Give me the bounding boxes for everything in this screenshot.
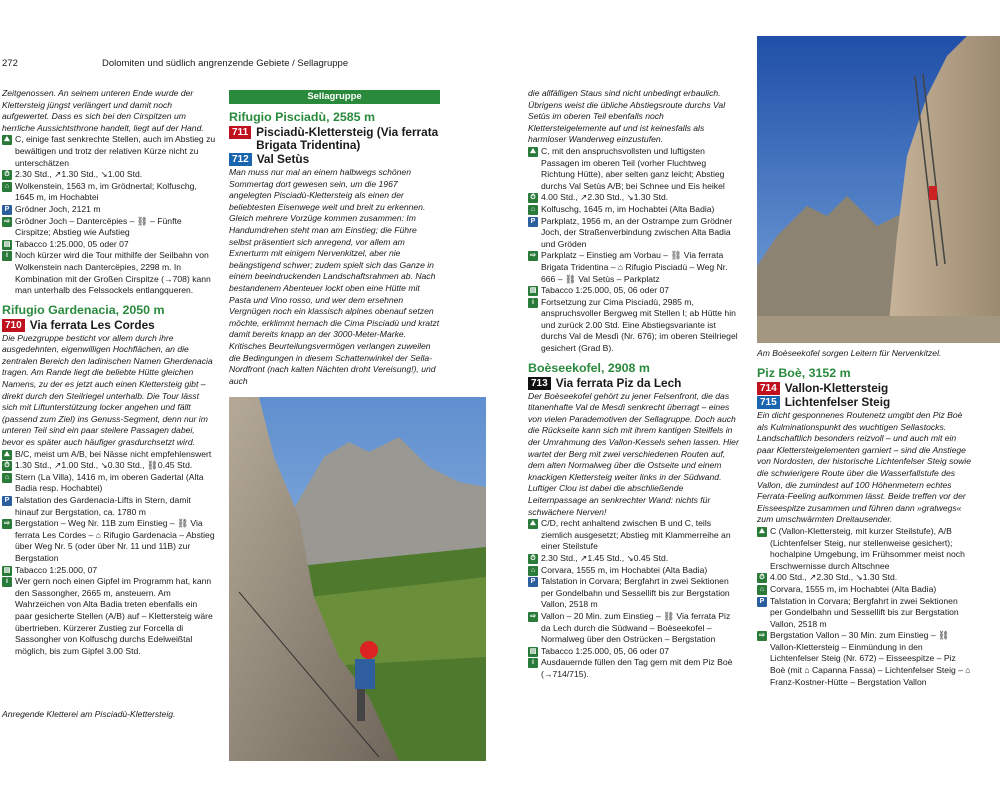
house-icon: ⌂	[528, 566, 538, 576]
route-711	[229, 126, 440, 152]
info-list	[2, 449, 216, 658]
clock-icon: ⏱	[528, 554, 538, 564]
arrow-icon: ⇨	[757, 631, 767, 641]
section-title: Boèseekofel, 2908 m	[528, 360, 650, 375]
route-title: Lichtenfelser Steig	[784, 395, 891, 409]
info-parking: P Talstation des Gardenacia-Lifts in Stern, damit hinauf zur Bergstation, ca. 1780 m	[2, 495, 216, 518]
route-number: 715	[757, 396, 780, 409]
arrow-icon: ⇨	[528, 251, 538, 261]
running-title: Dolomiten und südlich angrenzende Gebiete / Sellagruppe	[102, 58, 349, 69]
route-number: 712	[229, 153, 252, 166]
parking-icon: P	[2, 205, 12, 215]
info-difficulty: ⛰ C, einige fast senkrechte Stellen, auch im Abstieg zu bewältigen und trotz der relativen Kürze nicht zu unterschätzen	[2, 134, 216, 169]
photo-caption: Am Boèseekofel sorgen Leitern für Nervenkitzel.	[757, 348, 942, 358]
info-icon: i	[528, 658, 538, 668]
section-title: Piz Boè, 3152 m	[757, 366, 851, 380]
arrow-icon: ⇨	[2, 519, 12, 529]
info-route: ⇨ Grödner Joch – Dantercëpies – ⛓ – Fünfte Cirspitze; Abstieg wie Aufstieg	[2, 216, 216, 239]
route-title: Via ferrata Piz da Lech	[555, 375, 682, 390]
info-route: ⇨ Bergstation Vallon – 30 Min. zum Einstieg – ⛓ Vallon-Klettersteig – Einmündung in den Lichtenfelser Steig (Nr. 672) – Eisseespitze – Piz Boè (mit ⌂ Capanna Fassa) – Lichtenfelser Steig – ⌂ Franz-Kostner-Hütte – Bergstation Vallon	[757, 630, 971, 688]
info-tip: i Ausdauernde füllen den Tag gern mit dem Piz Boè (→714/715).	[528, 657, 742, 680]
ladder-photo	[757, 36, 1000, 343]
clock-icon: ⏱	[2, 461, 12, 471]
parking-icon: P	[757, 597, 767, 607]
section-description: Ein dicht gesponnenes Routenetz umgibt den Piz Boè als Kulminationspunkt des wuchtigen Sellastocks. Landschaftlich besonders reizvoll – und auch mit ein paar Klettersteigelementen garniert – sind die Anstiege von Nordosten, der historische Lichtenfelser Steig sowie die schwierigere Route über die Wasserfallstufe des Vallon, die zumindest auf 100 Höhenmetern echtes Ferrata-Feeling aufkommen lässt. Beide treffen vor der Eisseespitze zusammen und führen dann »gratwegs« zum umschwärmten Dreitausender.	[757, 410, 972, 525]
section-title: Rifugio Gardenacia, 2050 m	[2, 302, 165, 317]
clock-icon: ⏱	[2, 170, 12, 180]
house-icon: ⌂	[757, 585, 767, 595]
arrow-icon: ⇨	[528, 612, 538, 622]
map-icon: ▤	[529, 647, 537, 655]
route-number: 713	[528, 377, 551, 390]
clock-icon: ⏱	[528, 193, 538, 203]
chapter-banner: Sellagruppe	[229, 90, 440, 104]
info-parking: P Grödner Joch, 2121 m	[2, 204, 216, 216]
page-number: 272	[2, 58, 18, 69]
section-description: Man muss nur mal an einem halbwegs schönen Sommertag dort gewesen sein, um die 1967 angelegten Pisciadù-Klettersteig als einen der beliebtesten Eisenwege weit und breit zu erkennen. Gleich mehrere Vorzüge kommen zusammen: Im Handumdrehen steht man am Einstieg; die Führe selbst präsentiert sich anregend, vor allem am Exnerturm mit einigem Nervenkitzel, aber nie beängstigend schwer; zudem spielt sich das Ganze in einem beeindruckenden Landschaftsrahmen ab. Nach bestandenem Abenteuer lockt oben eine Hütte mit Pasta und Vino rosso, und wer dem ersehnen Vergnügen noch ein klassisch alpines obenauf setzen möchte, erklimmt hernach die Cima Pisciadù und kratzt damit bereits knapp an der 3000-Meter-Marke. Kritisches Beurteilungsvermögen verlangen zuweilen die Bedingungen in diesem Schattenwinkel der Sella-Nordfront (nach kalten Nächten droht Vereisung!), und auch	[229, 167, 440, 386]
column-4	[757, 366, 971, 688]
info-difficulty: ⛰ C (Vallon-Klettersteig, mit kurzer Steilstufe), A/B (Lichtenfelser Steig, nur stellenweise gesichert); hochalpine Umgebung, im Frühsommer meist noch Erschwernisse durch Altschnee	[757, 526, 971, 572]
info-difficulty: ⛰ B/C, meist um A/B, bei Nässe nicht empfehlenswert	[2, 449, 216, 461]
info-map: ▤ Tabacco 1:25.000, 05, 06 oder 07	[529, 645, 670, 656]
info-time: ⏱ 4.00 Std., ↗2.30 Std., ↘1.30 Std.	[757, 572, 971, 584]
info-start: ⌂ Wolkenstein, 1563 m, im Grödnertal; Kolfuschg, 1645 m, im Hochabtei	[2, 181, 216, 204]
house-icon: ⌂	[528, 205, 538, 215]
route-712	[229, 153, 440, 166]
info-parking: P Talstation in Corvara; Bergfahrt in zwei Sektionen per Gondelbahn und Sessellift bis zur Bergstation Vallon, 2518 m	[528, 576, 742, 611]
route-number: 714	[757, 382, 780, 395]
map-icon: ▤	[3, 240, 11, 248]
info-parking: P Parkplatz, 1956 m, an der Ostrampe zum Grödner Joch, der Straßenverbindung zwischen Alta Badia und Gröden	[528, 216, 742, 251]
info-list	[2, 134, 216, 296]
info-list	[757, 526, 971, 688]
clock-icon: ⏱	[757, 573, 767, 583]
route-number: 710	[2, 319, 25, 332]
info-start: ⌂ Corvara, 1555 m, im Hochabtei (Alta Badia)	[528, 565, 742, 577]
info-difficulty: ⛰ C/D, recht anhaltend zwischen B und C, teils ziemlich ausgesetzt; Abstieg mit Klammerreihe an einer Steilstufe	[528, 518, 742, 553]
route-710	[2, 319, 216, 332]
route-715	[757, 396, 971, 409]
route-title: Vallon-Klettersteig	[784, 381, 889, 395]
info-icon: i	[2, 577, 12, 587]
info-icon: i	[528, 298, 538, 308]
intro-text: Zeitgenossen. An seinem unteren Ende wurde der Klettersteig jüngst verlängert und damit noch aufgewertet. Dass es sich bei den Cirspitzen um herrliche Aussichtsthrone handelt, liegt auf der Hand.	[2, 88, 204, 133]
parking-icon: P	[528, 577, 538, 587]
info-difficulty: ⛰ C, mit den anspruchsvollsten und luftigsten Passagen im oberen Teil (vorher Fluchtweg Richtung Hütte), aber selten ganz leicht; Abstieg durchs Val Setùs A/B; bei Schnee und Eis heikel	[528, 146, 742, 192]
house-icon: ⌂	[2, 182, 12, 192]
info-tip: i Wer gern noch einen Gipfel im Programm hat, kann den Sassongher, 2665 m, ansteuern. Am Wahrzeichen von Alta Badia treten ebenfalls ein paar gesicherte Stellen (A/B) auf – Klettersteig wäre übertrieben. Kürzerer Zustieg zur Forcella di Sassongher von Kolfuschg durchs Edelweißtal möglich, bis zum Gipfel 3.00 Std.	[2, 576, 216, 657]
route-title: Val Setùs	[256, 152, 310, 166]
parking-icon: P	[2, 496, 12, 506]
info-time: ⏱ 2.30 Std., ↗1.30 Std., ↘1.00 Std.	[2, 169, 216, 181]
parking-icon: P	[528, 217, 538, 227]
difficulty-icon: ⛰	[2, 135, 12, 145]
climbing-photo	[229, 397, 486, 761]
difficulty-icon: ⛰	[528, 519, 538, 529]
info-route: ⇨ Bergstation – Weg Nr. 11B zum Einstieg – ⛓ Via ferrata Les Cordes – ⌂ Rifugio Gardenacia – Abstieg über Weg Nr. 5 (oder über Nr. 11 und 11B) zur Bergstation	[2, 518, 216, 564]
info-start: ⌂ Kolfuschg, 1645 m, im Hochabtei (Alta Badia)	[528, 204, 742, 216]
info-route: ⇨ Parkplatz – Einstieg am Vorbau – ⛓ Via ferrata Brigata Tridentina – ⌂ Rifugio Pisciadù – Weg Nr. 666 – ⛓ Val Setùs – Parkplatz	[528, 250, 742, 285]
column-1	[2, 88, 216, 657]
info-parking: P Talstation in Corvara; Bergfahrt in zwei Sektionen per Gondelbahn und Sessellift bis zur Bergstation Vallon, 2518 m	[757, 596, 971, 631]
info-start: ⌂ Corvara, 1555 m, im Hochabtei (Alta Badia)	[757, 584, 971, 596]
info-list	[528, 146, 742, 355]
column-2	[229, 90, 440, 387]
route-713	[528, 377, 742, 390]
photo-caption: Anregende Kletterei am Pisciadù-Klettersteig.	[2, 709, 176, 719]
info-time: ⏱ 2.30 Std., ↗1.45 Std., ↘0.45 Std.	[528, 553, 742, 565]
route-title: Via ferrata Les Cordes	[29, 317, 155, 332]
difficulty-icon: ⛰	[528, 147, 538, 157]
info-route: ⇨ Vallon – 20 Min. zum Einstieg – ⛓ Via ferrata Piz da Lech durch die Südwand – Boèseekofel – Normalweg über den Ostrücken – Bergstation	[528, 611, 742, 646]
info-tip: i Noch kürzer wird die Tour mithilfe der Seilbahn von Wolkenstein nach Dantercëpies, 2298 m. In Kombination mit der Großen Cirspitze (→708) kann man unterhalb des Felssockels entlangqueren.	[2, 250, 216, 296]
info-time: ⏱ 1.30 Std., ↗1.00 Std., ↘0.30 Std., ⛓0.45 Std.	[2, 460, 216, 472]
info-tip: i Fortsetzung zur Cima Pisciadù, 2985 m, anspruchsvoller Bergweg mit Stellen I; ab Hütte hin und zurück 2.00 Std. Eine Abstiegsvariante ist durchs Val de Mesdì (Nr. 676); im oberen Steilriegel gesichert (Grad B).	[528, 297, 742, 355]
map-icon: ▤	[3, 566, 11, 574]
difficulty-icon: ⛰	[2, 450, 12, 460]
section-description: Die Puezgruppe besticht vor allem durch ihre ausgedehnten, eigenwilligen Hochflächen, an die zentralen Bereich den ladinischen Namen Gherdenacia tragen. Am Rande liegt die beliebte Hütte gleichen Namens, zu der es jetzt auch einen Klettersteig gibt – direkt durch den Steilriegel unterhalb. Die Tour lässt sich mit Liftunterstützung locker angehen und fällt (passend zum Ziel) ins Genuss-Segment, denn nur im unteren Teil sind ein paar steilere Passagen dabei, bevor es später auch häufiger grasdurchsetzt wird.	[2, 332, 213, 448]
difficulty-icon: ⛰	[757, 527, 767, 537]
route-title: Pisciadù-Klettersteig (Via ferrata Brigata Tridentina)	[256, 125, 439, 152]
info-start: ⌂ Stern (La Villa), 1416 m, im oberen Gadertal (Alta Badia resp. Hochabtei)	[2, 472, 216, 495]
info-time: ⏱ 4.00 Std., ↗2.30 Std., ↘1.30 Std.	[528, 192, 742, 204]
info-map: ▤ Tabacco 1:25.000, 07	[3, 564, 98, 575]
route-714	[757, 382, 971, 395]
house-icon: ⌂	[2, 473, 12, 483]
intro-text: die allfälligen Staus sind nicht unbedingt erbaulich. Übrigens weist die übliche Abstiegsroute durchs Val Setùs im oberen Teil ebenfalls noch Klettersteigelemente auf und ist keinesfalls als harmloser Wanderweg einzustufen.	[528, 88, 726, 145]
map-icon: ▤	[529, 287, 537, 295]
info-map: ▤ Tabacco 1:25.000, 05, 06 oder 07	[529, 285, 670, 296]
info-list	[528, 518, 742, 680]
section-description: Der Boèseekofel gehört zu jener Felsenfront, die das titanenhafte Val de Mesdì senkrecht überragt – eines von vielen Parademotiven der Sellagruppe. Doch auch die Rückseite kann sich mit ihrem kantigen Steilfels in der Umrahmung des Vallon-Kessels sehen lassen. Hier wartet der Berg mit zwei verschiedenen Routen auf, dem alten Normalweg über die Ostseite und einem knackigen Klettersteig weiter links in der Südwand. Luftiger Clou ist dabei die abschließende Leiternpassage an senkrechter Wand: nichts für schwächere Nerven!	[528, 390, 739, 517]
info-map: ▤ Tabacco 1:25.000, 05 oder 07	[3, 238, 129, 249]
column-3	[528, 88, 742, 681]
route-number: 711	[229, 126, 251, 139]
arrow-icon: ⇨	[2, 217, 12, 227]
section-title: Rifugio Pisciadù, 2585 m	[229, 110, 375, 124]
info-icon: i	[2, 251, 12, 261]
